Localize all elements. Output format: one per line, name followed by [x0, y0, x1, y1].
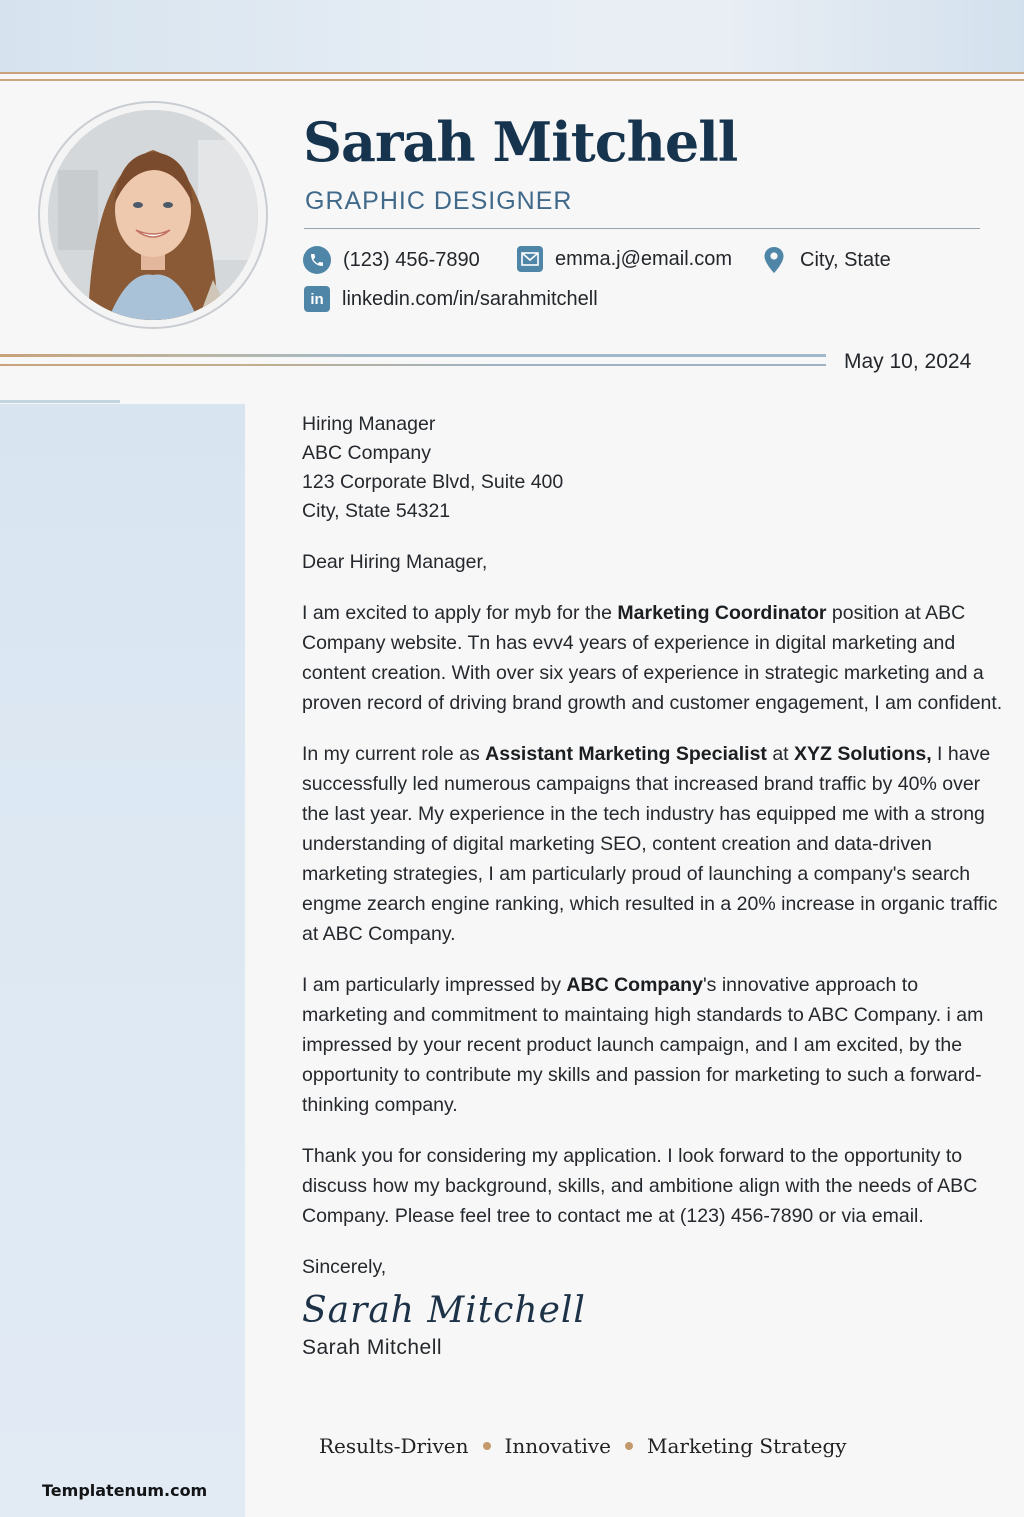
- map-pin-icon: [760, 246, 788, 274]
- paragraph-intro: [302, 598, 1007, 718]
- text-run: position at ABC Company website. Tn has evv4 years of experience in digital marketing and content creation. With over six years of experience in strategic marketing and a proven record of driving brand growth and customer engagement, I am confident.: [302, 602, 1003, 714]
- text-run: at: [766, 743, 795, 765]
- contact-email[interactable]: [517, 246, 732, 272]
- linkedin-url: linkedin.com/in/sarahmitchell: [342, 287, 598, 310]
- highlight-company: ABC Company: [566, 974, 703, 996]
- top-gold-rule-secondary: [0, 79, 1024, 81]
- text-run: I am particularly impressed by: [302, 974, 567, 996]
- signature-name: Sarah Mitchell: [302, 1336, 443, 1359]
- email-address: emma.j@email.com: [555, 247, 733, 270]
- recipient-address: [302, 410, 1007, 526]
- letter-body: [302, 410, 1007, 1362]
- side-panel-edge: [0, 400, 120, 403]
- applicant-name: Sarah Mitchell: [303, 110, 738, 174]
- paragraph-experience: [302, 739, 1007, 949]
- salutation: Dear Hiring Manager,: [302, 551, 488, 573]
- highlight-current-employer: XYZ Solutions,: [794, 743, 932, 765]
- bullet-dot-icon: [625, 1442, 633, 1450]
- tag-marketing-strategy: Marketing Strategy: [647, 1434, 847, 1458]
- location-text: City, State: [800, 248, 891, 271]
- contact-phone[interactable]: [303, 246, 480, 274]
- text-run: In my current role as: [302, 743, 486, 765]
- paragraph-closing: Thank you for considering my application. I look forward to the opportunity to discuss how my background, skills, and ambitione align with the needs of ABC Company. Please feel tree to contact me at (123) 456-7890 or via email.: [302, 1145, 978, 1227]
- linkedin-icon: in: [304, 286, 330, 312]
- phone-icon: [303, 246, 331, 274]
- closing-phrase: Sincerely,: [302, 1256, 387, 1278]
- brand-watermark: Templatenum.com: [42, 1481, 208, 1500]
- contact-location: [760, 246, 891, 274]
- contact-linkedin[interactable]: [304, 286, 598, 312]
- bullet-dot-icon: [483, 1442, 491, 1450]
- profile-photo: [48, 110, 258, 320]
- header-divider: [304, 228, 980, 229]
- side-decorative-panel: [0, 404, 245, 1517]
- tag-results-driven: Results-Driven: [319, 1434, 469, 1458]
- date-rule-secondary: [0, 364, 826, 366]
- text-run: I have successfully led numerous campaigns that increased brand traffic by 40% over the last year. My experience in the tech industry has equipped me with a strong understanding of digital marketing SEO, content creation and data-driven marketing strategies, I am particularly proud of launching a company's search engme zearch engine ranking, which resulted in a 20% increase in organic traffic at ABC Company.: [302, 743, 998, 945]
- keyword-tags: [319, 1434, 847, 1458]
- tag-innovative: Innovative: [504, 1434, 612, 1458]
- letter-date: May 10, 2024: [844, 350, 972, 373]
- envelope-icon: [517, 246, 543, 272]
- phone-number: (123) 456-7890: [343, 248, 480, 271]
- recipient-company: ABC Company: [302, 442, 431, 464]
- portrait-illustration: [48, 110, 258, 320]
- text-run: 's innovative approach to marketing and commitment to maintaing high standards to ABC Company. i am impressed by your recent product launch campaign, and I am excited, by the opportunity to contribute my skills and passion for marketing to such a forward-thinking company.: [302, 974, 984, 1116]
- applicant-title: GRAPHIC DESIGNER: [305, 187, 573, 215]
- recipient-city: City, State 54321: [302, 500, 451, 522]
- date-rule: [0, 354, 826, 357]
- top-gold-rule: [0, 72, 1024, 74]
- recipient-name: Hiring Manager: [302, 413, 436, 435]
- top-decorative-band: [0, 0, 1024, 72]
- recipient-street: 123 Corporate Blvd, Suite 400: [302, 471, 564, 493]
- text-run: I am excited to apply for myb for the: [302, 602, 618, 624]
- highlight-current-role: Assistant Marketing Specialist: [485, 743, 767, 765]
- handwritten-signature: Sarah Mitchell: [302, 1290, 586, 1331]
- paragraph-company-interest: [302, 970, 1007, 1120]
- highlight-position: Marketing Coordinator: [617, 602, 827, 624]
